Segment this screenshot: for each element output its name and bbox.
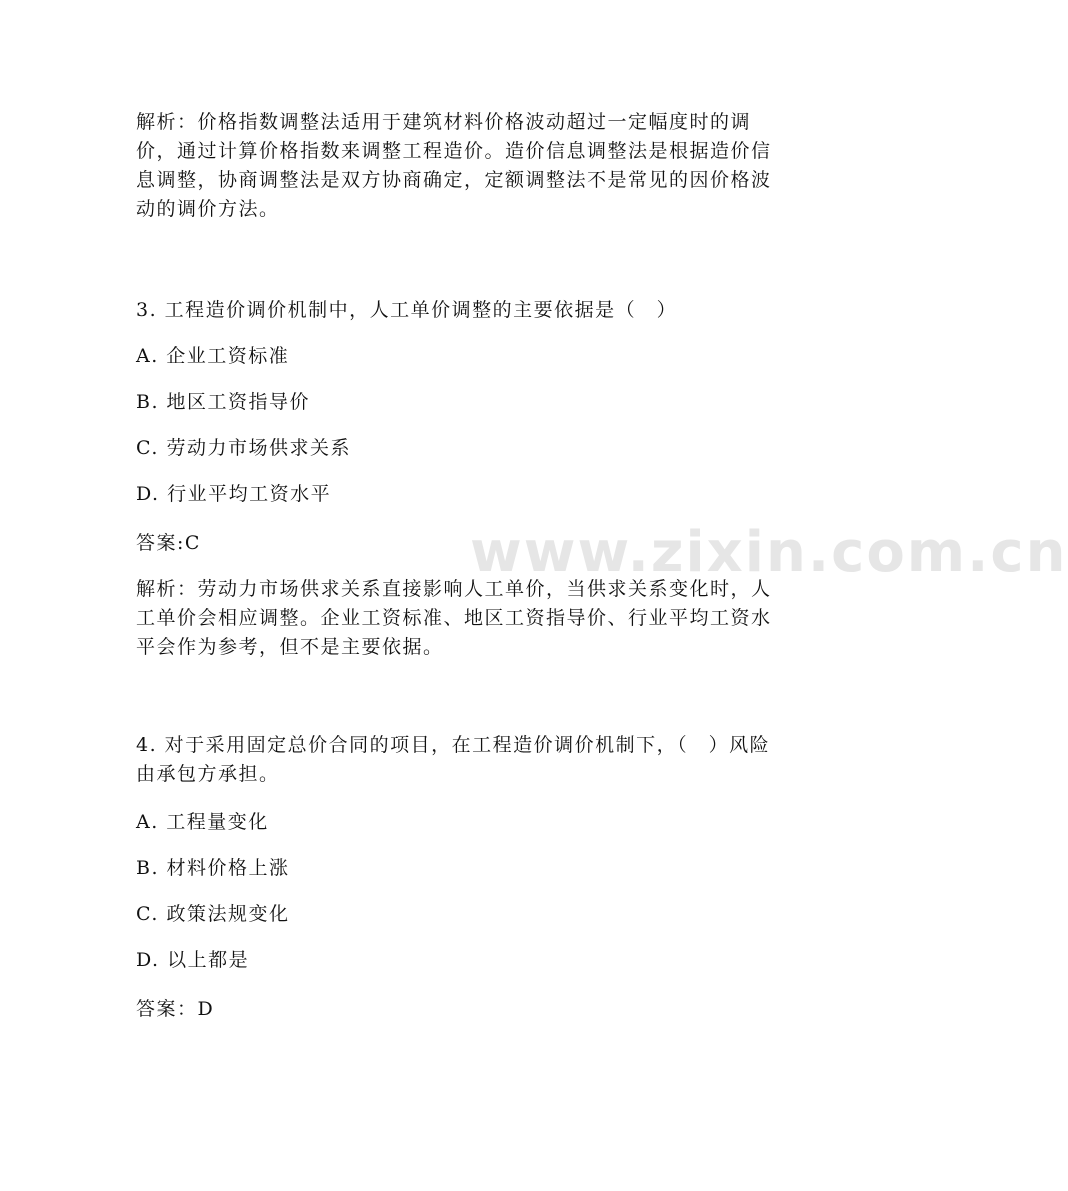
q3-option-d: D. 行业平均工资水平 xyxy=(136,483,332,505)
q4-option-c: C. 政策法规变化 xyxy=(136,903,290,925)
q4-option-b: B. 材料价格上涨 xyxy=(136,857,290,879)
q3-analysis: 解析：劳动力市场供求关系直接影响人工单价，当供求关系变化时，人工单价会相应调整。企业工资标准、地区工资指导价、行业平均工资水平会作为参考，但不是主要依据。 xyxy=(136,578,772,658)
q3-option-c: C. 劳动力市场供求关系 xyxy=(136,437,351,459)
q3-option-b: B. 地区工资指导价 xyxy=(136,391,311,413)
q4-option-a: A. 工程量变化 xyxy=(136,811,269,833)
q4-question: 4. 对于采用固定总价合同的项目，在工程造价调价机制下，（ ）风险由承包方承担。 xyxy=(136,734,771,785)
watermark: www.zixin.com.cn xyxy=(470,520,1068,585)
q4-answer: 答案：D xyxy=(136,998,215,1020)
q2-analysis: 解析：价格指数调整法适用于建筑材料价格波动超过一定幅度时的调价，通过计算价格指数来调整工程造价。造价信息调整法是根据造价信息调整，协商调整法是双方协商确定，定额调整法不是常见的因价格波动的调价方法。 xyxy=(136,111,772,220)
q3-option-a: A. 企业工资标准 xyxy=(136,345,290,367)
q3-question: 3. 工程造价调价机制中，人工单价调整的主要依据是（ ） xyxy=(136,299,678,321)
q3-answer: 答案:C xyxy=(136,532,201,554)
q4-option-d: D. 以上都是 xyxy=(136,949,250,971)
